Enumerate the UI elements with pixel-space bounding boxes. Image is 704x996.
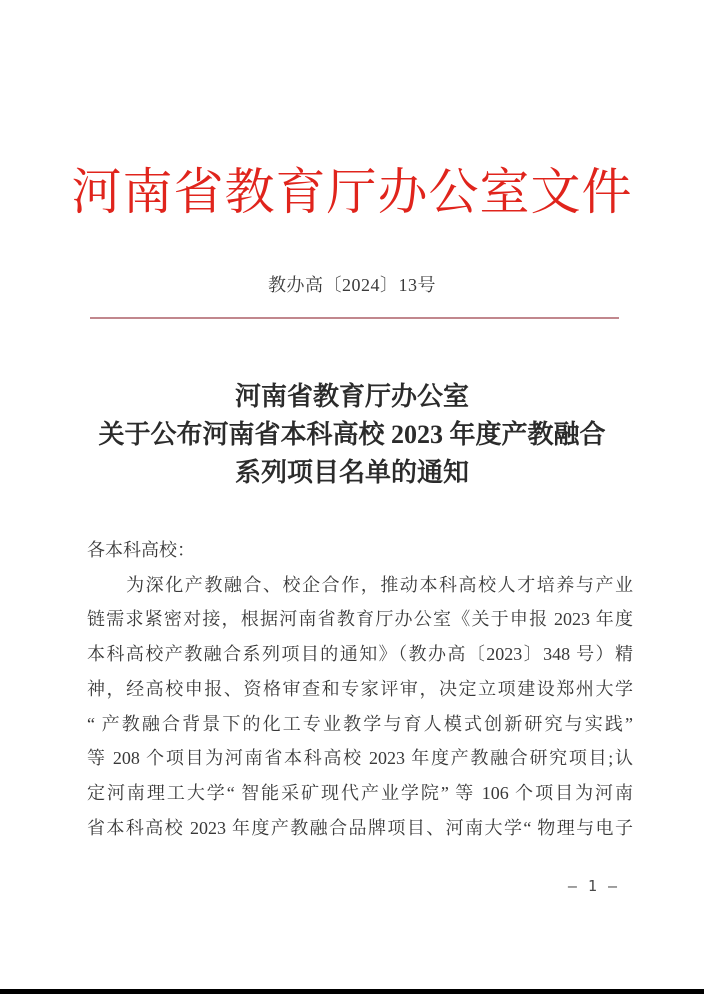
body-paragraph [87,533,633,845]
paragraph-line: 为深化产教融合、校企合作，推动本科高校人才培养与产业 [87,574,633,595]
document-title-line-1: 河南省教育厅办公室 [234,382,469,411]
paragraph-line: 定河南理工大学“ 智能采矿现代产业学院” 等 106 个项目为河南 [87,782,633,803]
bottom-edge-bar [0,989,704,994]
letterhead-title: 河南省教育厅办公室文件 [71,164,633,220]
paragraph-line: 本科高校产教融合系列项目的通知》（教办高〔2023〕348 号）精 [87,644,633,665]
paragraph-line: 省本科高校 2023 年度产教融合品牌项目、河南大学“ 物理与电子 [87,817,633,838]
document-title-line-2: 关于公布河南省本科高校 2023 年度产教融合 [98,420,606,449]
document-title [0,378,704,492]
red-divider-line [90,317,619,319]
paragraph-line: “ 产教融合背景下的化工专业教学与育人模式创新研究与实践” [87,713,633,734]
document-title-line-3: 系列项目名单的通知 [234,458,469,487]
salutation: 各本科高校： [87,540,195,560]
document-number: 教办高〔2024〕13号 [268,275,436,295]
page-number: — 1 — [567,877,618,895]
paragraph-line: 神，经高校申报、资格审查和专家评审，决定立项建设郑州大学 [87,678,633,699]
paragraph-line: 等 208 个项目为河南省本科高校 2023 年度产教融合研究项目;认 [87,748,633,769]
paragraph-line: 链需求紧密对接，根据河南省教育厅办公室《关于申报 2023 年度 [87,609,633,630]
